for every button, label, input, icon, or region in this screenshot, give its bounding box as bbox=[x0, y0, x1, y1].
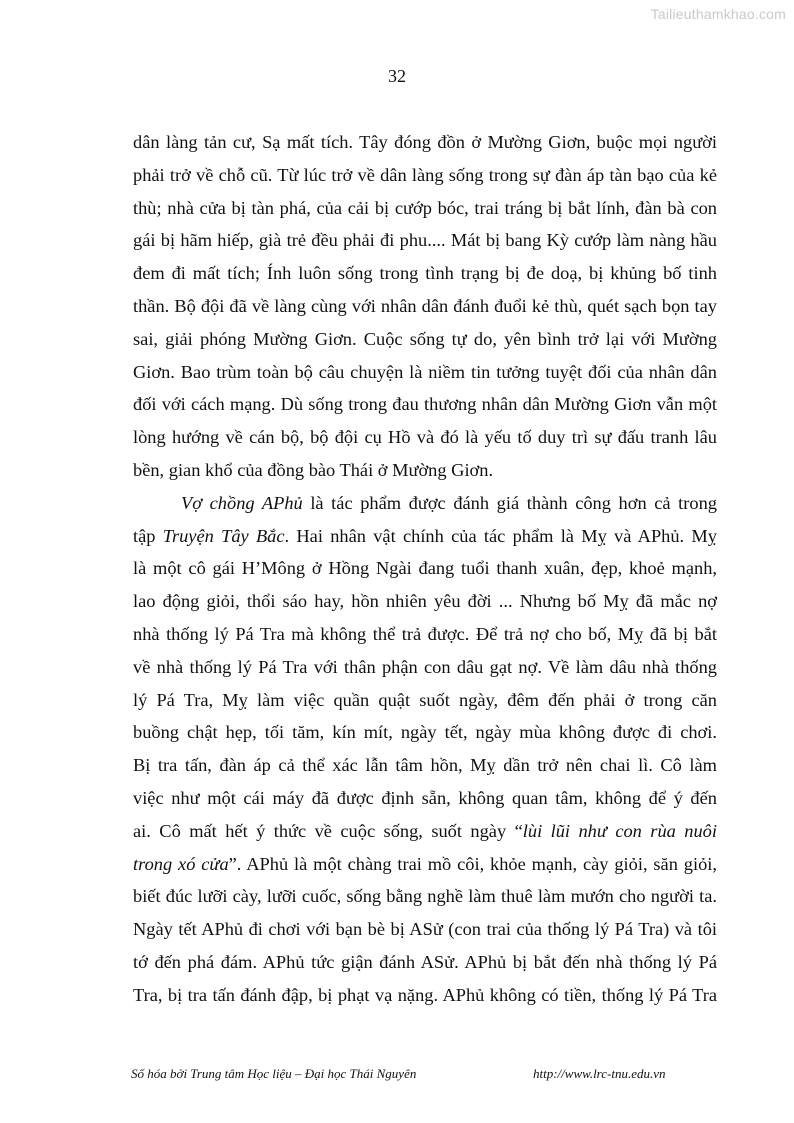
collection-title: Truyện Tây Bắc bbox=[162, 525, 285, 546]
text-line: việc như một cái máy đã được định sẵn, không quan tâm, không để ý đến bbox=[133, 787, 717, 808]
body-text bbox=[133, 126, 717, 1012]
text-line: bền, gian khổ của đồng bào Thái ở Mường Giơn. bbox=[133, 459, 494, 480]
text-line: thù; nhà cửa bị tàn phá, của cải bị cướp bóc, trai tráng bị bắt lính, đàn bà con bbox=[133, 197, 717, 218]
text-line: biết đúc lưỡi cày, lưỡi cuốc, sống bằng nghề làm thuê làm mướn cho người ta. bbox=[133, 886, 717, 907]
text-line: thần. Bộ đội đã về làng cùng với nhân dân đánh đuổi kẻ thù, quét sạch bọn tay bbox=[133, 295, 717, 316]
text-line: Ngày tết APhủ đi chơi với bạn bè bị ASử (con trai của thống lý Pá Tra) và tôi bbox=[133, 919, 717, 940]
text-line: Tra, bị tra tấn đánh đập, bị phạt vạ nặng. APhủ không có tiền, thống lý Pá Tra bbox=[133, 984, 717, 1005]
text-line: lý Pá Tra, Mỵ làm việc quần quật suốt ngày, đêm đến phải ở trong căn bbox=[133, 689, 717, 710]
text-line: tớ đến phá đám. APhủ tức giận đánh ASử. APhủ bị bắt đến nhà thống lý Pá bbox=[133, 951, 717, 972]
text-line: nhà thống lý Pá Tra mà không thể trả được. Để trả nợ cho bố, Mỵ đã bị bắt bbox=[133, 623, 717, 644]
quote: trong xó cửa bbox=[133, 853, 229, 874]
quote: lùi lũi như con rùa nuôi bbox=[522, 820, 717, 841]
text-line: về nhà thống lý Pá Tra với thân phận con dâu gạt nợ. Về làm dâu nhà thống bbox=[133, 656, 717, 677]
footer-source: Số hóa bởi Trung tâm Học liệu – Đại học Thái Nguyên bbox=[131, 1066, 417, 1081]
text-line: lao động giỏi, thổi sáo hay, hồn nhiên yêu đời ... Nhưng bố Mỵ đã mắc nợ bbox=[133, 591, 717, 612]
text-line: đối với cách mạng. Dù sống trong đau thương nhân dân Mường Giơn vẫn một bbox=[133, 394, 717, 415]
text-line: Bị tra tấn, đàn áp cả thể xác lẫn tâm hồn, Mỵ dần trở nên chai lì. Cô làm bbox=[133, 755, 717, 776]
text-line: lòng hướng về cán bộ, bộ đội cụ Hồ và đó là yếu tố duy trì sự đấu tranh lâu bbox=[133, 427, 717, 448]
page-number: 32 bbox=[388, 66, 406, 86]
text-line: sai, giải phóng Mường Giơn. Cuộc sống tự do, yên bình trở lại với Mường bbox=[133, 328, 717, 349]
text-line: trong xó cửa”. APhủ là một chàng trai mồ côi, khỏe mạnh, cày giỏi, săn giỏi, bbox=[133, 853, 717, 874]
text-line: đem đi mất tích; Ính luôn sống trong tình trạng bị đe doạ, bị khủng bố tinh bbox=[133, 263, 717, 284]
text-line: Vợ chồng APhủ là tác phẩm được đánh giá thành công hơn cả trong bbox=[181, 492, 717, 513]
footer-url: http://www.lrc-tnu.edu.vn bbox=[533, 1066, 666, 1081]
text-line: tập Truyện Tây Bắc. Hai nhân vật chính của tác phẩm là Mỵ và APhủ. Mỵ bbox=[133, 525, 717, 546]
text-line: phải trở về chỗ cũ. Từ lúc trở về dân làng sống trong sự đàn áp tàn bạo của kẻ bbox=[133, 164, 717, 185]
text-line: dân làng tản cư, Sạ mất tích. Tây đóng đồn ở Mường Giơn, buộc mọi người bbox=[133, 132, 717, 152]
text-line: ai. Cô mất hết ý thức về cuộc sống, suốt ngày “lùi lũi như con rùa nuôi bbox=[133, 820, 717, 841]
text-line: buồng chật hẹp, tối tăm, kín mít, ngày tết, ngày mùa không được đi chơi. bbox=[133, 722, 717, 743]
text-line: là một cô gái H’Mông ở Hồng Ngài đang tuổi thanh xuân, đẹp, khoẻ mạnh, bbox=[133, 558, 717, 579]
book-title: Vợ chồng APhủ bbox=[181, 492, 303, 513]
text-line: gái bị hãm hiếp, già trẻ đều phải đi phu.... Mát bị bang Kỳ cướp làm nàng hầu bbox=[133, 230, 717, 251]
text-line: Giơn. Bao trùm toàn bộ câu chuyện là niềm tin tưởng tuyệt đối của nhân dân bbox=[133, 361, 717, 382]
watermark: Tailieuthamkhao.com bbox=[650, 6, 786, 22]
